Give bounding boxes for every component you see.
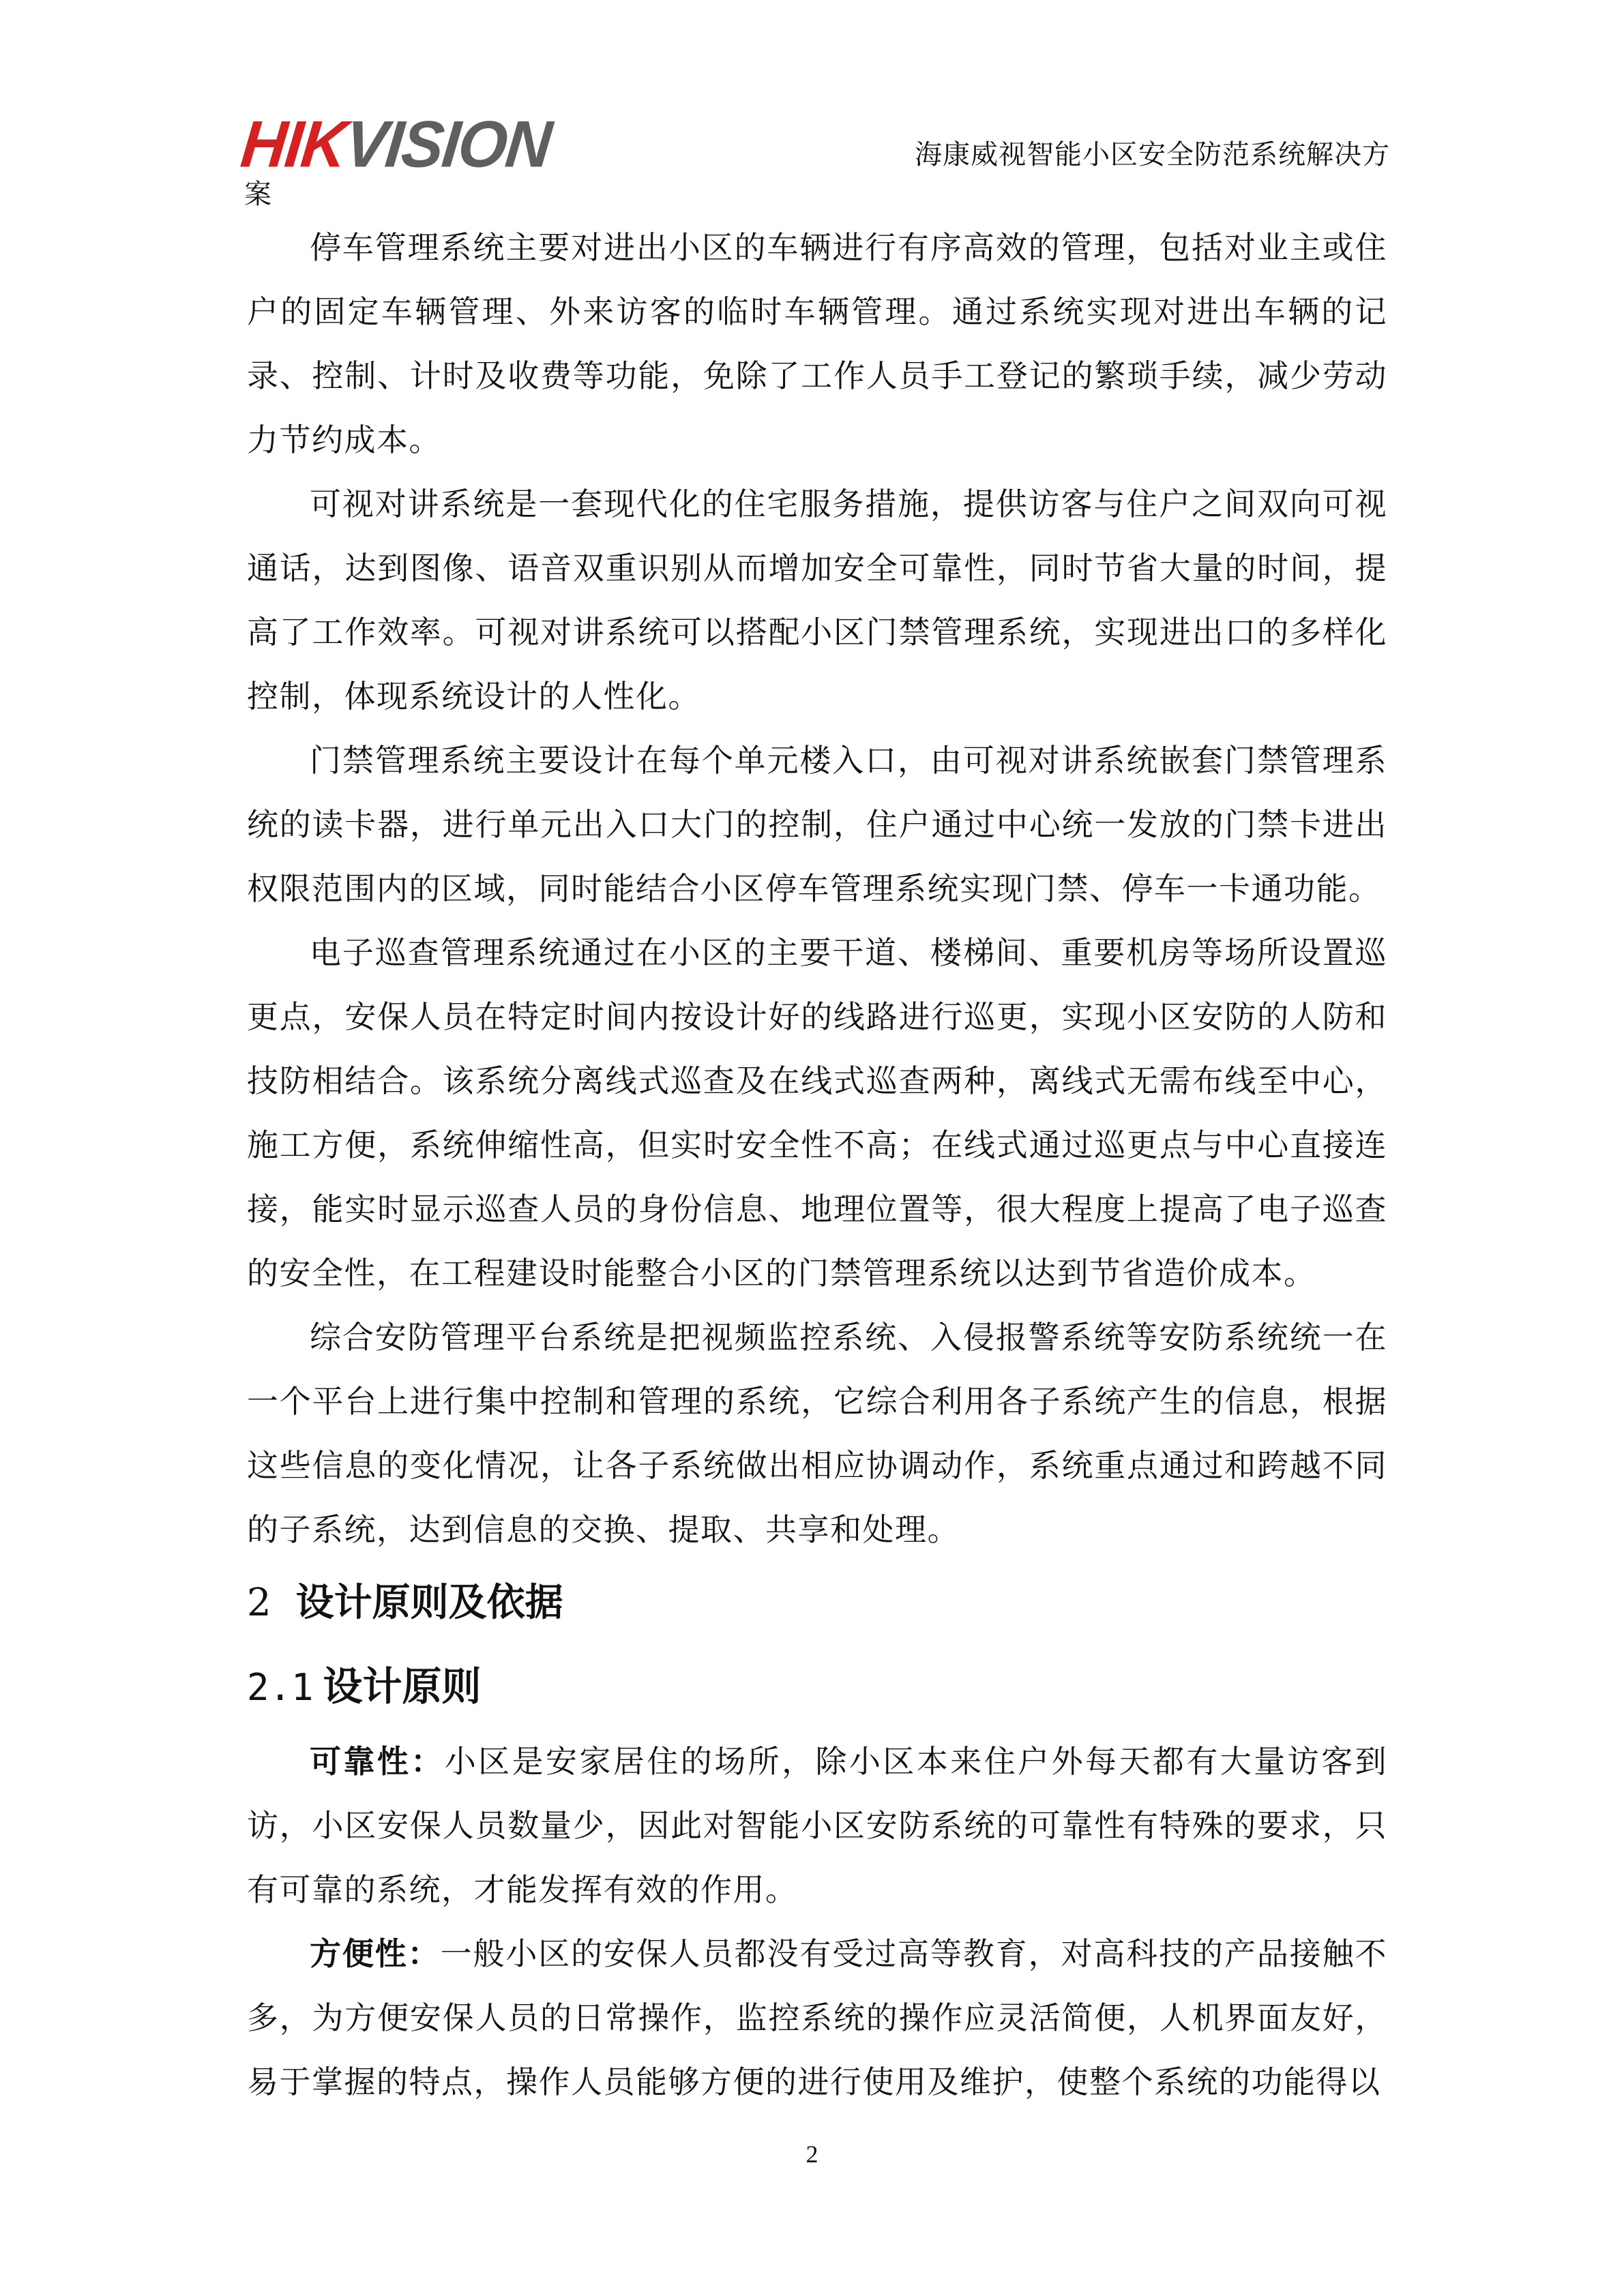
page-number: 2 — [806, 2141, 818, 2168]
paragraph-access-control: 门禁管理系统主要设计在每个单元楼入口，由可视对讲系统嵌套门禁管理系统的读卡器，进行单元出入口大门的控制，住户通过中心统一发放的门禁卡进出权限范围内的区域，同时能结合小区停车管理系统实现门禁、停车一卡通功能。 — [247, 742, 1387, 907]
hikvision-logo — [237, 108, 554, 181]
principle-text: 一般小区的安保人员都没有受过高等教育，对高科技的产品接触不多，为方便安保人员的日常操作，监控系统的操作应灵活简便，人机界面友好，易于掌握的特点，操作人员能够方便的进行使用及维护，使整个系统的功能得以 — [247, 1935, 1387, 2100]
section-heading — [247, 1562, 1387, 1642]
principle-convenience — [247, 1922, 1387, 2114]
paragraph-parking-system: 停车管理系统主要对进出小区的车辆进行有序高效的管理，包括对业主或住户的固定车辆管理、外来访客的临时车辆管理。通过系统实现对进出车辆的记录、控制、计时及收费等功能，免除了工作人员手工登记的繁琐手续，减少劳动力节约成本。 — [247, 229, 1387, 458]
section-title: 设计原则及依据 — [295, 1580, 563, 1625]
principle-label: 可靠性： — [310, 1743, 445, 1780]
paragraph-integrated-platform: 综合安防管理平台系统是把视频监控系统、入侵报警系统等安防系统统一在一个平台上进行集中控制和管理的系统，它综合利用各子系统产生的信息，根据这些信息的变化情况，让各子系统做出相应协调动作，系统重点通过和跨越不同的子系统，达到信息的交换、提取、共享和处理。 — [247, 1319, 1387, 1548]
header-document-title: 海康威视智能小区安全防范系统解决方 — [915, 139, 1390, 170]
subsection-title: 设计原则 — [323, 1663, 482, 1710]
logo-vision-text: VISION — [341, 108, 554, 181]
logo-hik-text: HIK — [237, 108, 350, 181]
subsection-heading — [247, 1642, 1387, 1729]
subsection-number: 2.1 — [247, 1666, 314, 1709]
principle-reliability — [247, 1729, 1387, 1922]
header-document-title-wrap: 案 — [244, 179, 271, 210]
section-number: 2 — [247, 1581, 271, 1625]
document-body — [247, 215, 1387, 2114]
principle-label: 方便性： — [310, 1935, 441, 1972]
paragraph-patrol-system: 电子巡查管理系统通过在小区的主要干道、楼梯间、重要机房等场所设置巡更点，安保人员在特定时间内按设计好的线路进行巡更，实现小区安防的人防和技防相结合。该系统分离线式巡查及在线式巡查两种，离线式无需布线至中心，施工方便，系统伸缩性高，但实时安全性不高；在线式通过巡更点与中心直接连接，能实时显示巡查人员的身份信息、地理位置等，很大程度上提高了电子巡查的安全性，在工程建设时能整合小区的门禁管理系统以达到节省造价成本。 — [247, 934, 1387, 1292]
paragraph-video-intercom: 可视对讲系统是一套现代化的住宅服务措施，提供访客与住户之间双向可视通话，达到图像、语音双重识别从而增加安全可靠性，同时节省大量的时间，提高了工作效率。可视对讲系统可以搭配小区门禁管理系统，实现进出口的多样化控制，体现系统设计的人性化。 — [247, 486, 1387, 715]
principle-text: 小区是安家居住的场所，除小区本来住户外每天都有大量访客到访，小区安保人员数量少，因此对智能小区安防系统的可靠性有特殊的要求，只有可靠的系统，才能发挥有效的作用。 — [247, 1743, 1388, 1908]
page-header — [237, 108, 1390, 217]
